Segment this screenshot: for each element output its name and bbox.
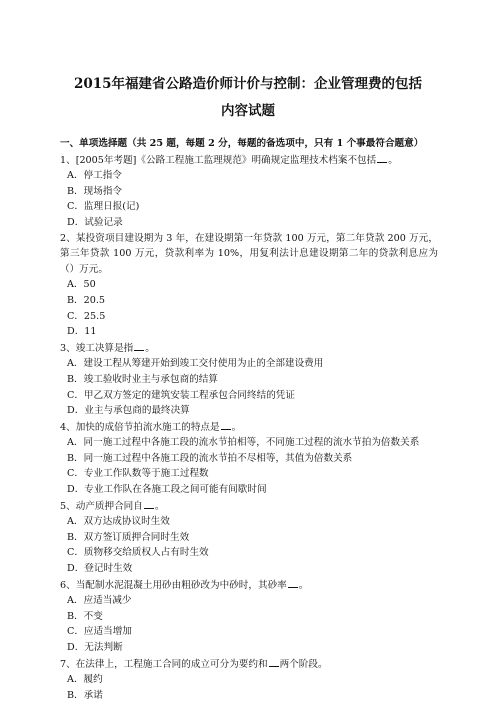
document-title-line-2: 内容试题 (221, 103, 275, 119)
answer-option: A．停工指令 (67, 170, 122, 182)
question-stem (60, 419, 438, 436)
question-list (60, 152, 438, 703)
answer-blank (221, 419, 231, 430)
question-item (60, 340, 438, 419)
question-text: 1、[2005年考题]《公路工程施工监理规范》明确规定监理技术档案不包括 (60, 154, 377, 166)
question-stem (60, 498, 438, 515)
answer-option: B．不变 (67, 610, 103, 622)
answer-option: C．甲乙双方签定的建筑安装工程承包合同终结的凭证 (67, 389, 295, 401)
question-item (60, 656, 438, 703)
question-text: 3、竣工决算是指 (60, 342, 134, 354)
question-stem (60, 656, 438, 673)
question-text: 5、动产质押合同自 (60, 500, 143, 512)
question-text-end: 两个阶段。 (279, 658, 328, 670)
question-text-end: 。 (298, 579, 309, 591)
question-stem (60, 340, 438, 357)
question-text-end: 。 (145, 342, 155, 354)
answer-option: B．双方签订质押合同时生效 (67, 531, 190, 543)
question-text-end: 。 (154, 500, 165, 512)
section-heading: 一、单项选择题（共 25 题，每题 2 分，每题的备选项中，只有 1 个事最符合题意） (60, 138, 424, 149)
answer-option: B．20.5 (67, 294, 106, 306)
answer-blank (144, 498, 154, 509)
answer-option: A．履约 (67, 674, 103, 686)
question-item (60, 419, 438, 498)
answer-option: B．承诺 (67, 689, 103, 701)
answer-option: B．竣工验收时业主与承包商的结算 (67, 373, 218, 385)
answer-option: D．11 (67, 326, 97, 338)
answer-option: C．质物移交给质权人占有时生效 (67, 547, 209, 559)
question-item (60, 152, 438, 231)
question-stem (60, 577, 438, 594)
question-stem (60, 231, 438, 278)
answer-blank (134, 340, 144, 351)
answer-option: A．应适当减少 (67, 595, 132, 607)
question-text: 7、在法律上，工程施工合同的成立可分为要约和 (60, 658, 268, 670)
question-item (60, 577, 438, 656)
document-title-line-1: 2015年福建省公路造价师计价与控制：企业管理费的包括 (73, 76, 423, 92)
answer-option: C．监理日报(记) (67, 201, 140, 213)
question-stem (60, 152, 438, 169)
answer-option: C．应适当增加 (67, 626, 132, 638)
answer-option: A．同一施工过程中各施工段的流水节拍相等，不同施工过程的流水节拍为倍数关系 (67, 437, 420, 449)
answer-option: A．50 (67, 279, 96, 291)
question-item (60, 231, 438, 340)
question-text: 6、当配制水泥混凝土用砂由粗砂改为中砂时，其砂率 (60, 579, 287, 591)
answer-option: C．专业工作队数等于施工过程数 (67, 468, 209, 480)
answer-blank (377, 152, 387, 163)
answer-option: D．专业工作队在各施工段之间可能有间歇时间 (67, 484, 267, 496)
answer-option: C．25.5 (67, 310, 106, 322)
answer-option: D．无法判断 (67, 642, 123, 653)
question-text: 2、某投资项目建设期为 3 年，在建设期第一年贷款 100 万元，第二年贷款 200 万元，第三年贷款 100 万元，贷款利率为 10%，用复利法计息建设期第二年的贷款利息应为（）万元。 (60, 232, 438, 275)
answer-option: D．业主与承包商的最终决算 (67, 405, 190, 417)
answer-option: D．试验记录 (67, 216, 123, 228)
answer-blank (269, 656, 279, 667)
question-item (60, 498, 438, 577)
question-text-end: 。 (231, 421, 242, 433)
answer-blank (288, 577, 298, 588)
answer-option: B．同一施工过程中各施工段的流水节拍不尽相等，其值为倍数关系 (67, 452, 353, 464)
document-body (60, 136, 438, 703)
answer-option: B．现场指令 (67, 185, 123, 197)
answer-option: D．登记时生效 (67, 563, 133, 575)
question-text: 4、加快的成倍节拍流水施工的特点是 (60, 421, 220, 433)
answer-option: A．建设工程从筹建开始到竣工交付使用为止的全部建设费用 (67, 358, 324, 370)
question-text-end: 。 (388, 154, 398, 166)
answer-option: A．双方达成协议时生效 (67, 516, 170, 528)
